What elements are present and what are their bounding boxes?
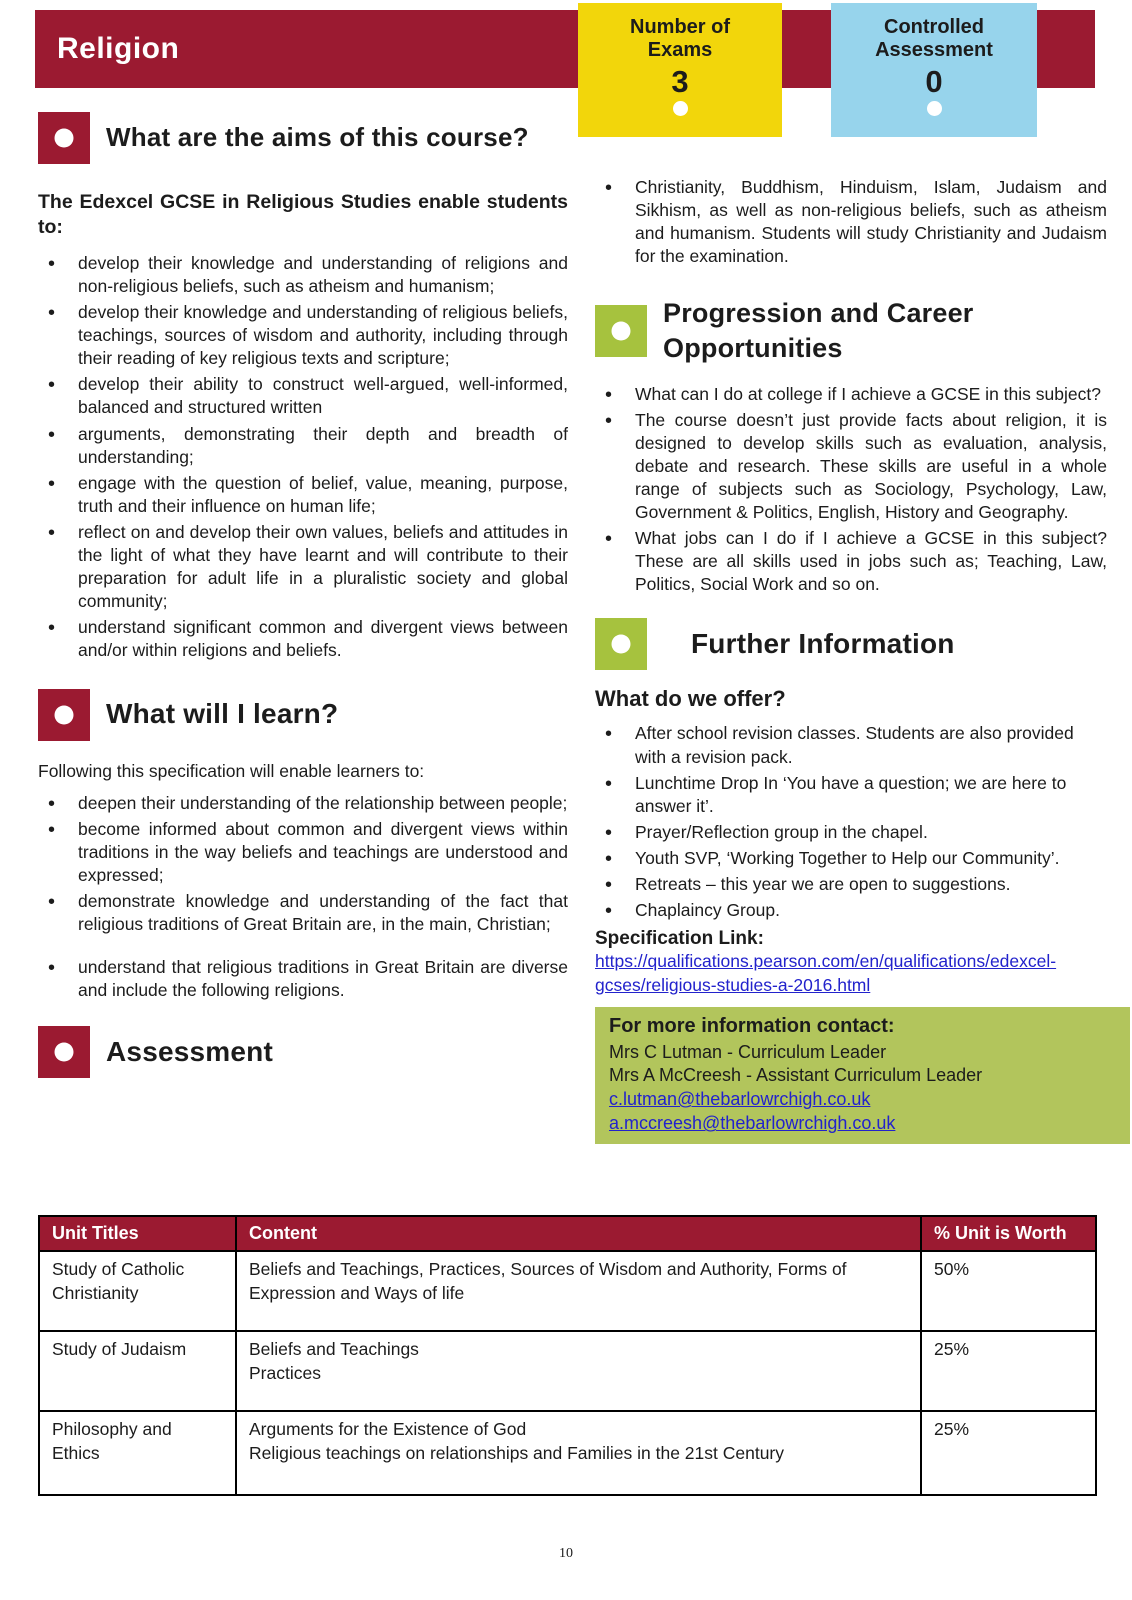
list-item: • What jobs can I do if I achieve a GCSE in this subject? These are all skills used in jobs such as; Teaching, Law, Politics, Social Work and so on. — [595, 527, 1107, 596]
learn-heading-text: What will I learn? — [106, 698, 339, 730]
table-row — [39, 1411, 1096, 1495]
aims-heading-text: What are the aims of this course? — [106, 122, 529, 153]
list-item: • Prayer/Reflection group in the chapel. — [595, 821, 1107, 844]
list-item: • understand significant common and divergent views between and/or within religions and beliefs. — [38, 616, 568, 662]
table-row — [39, 1251, 1096, 1331]
aims-section-heading — [38, 112, 568, 164]
specification-link[interactable]: https://qualifications.pearson.com/en/qualifications/edexcel-gcses/religious-studies-a-2016.html — [595, 951, 1057, 995]
list-item: • deepen their understanding of the relationship between people; — [38, 792, 568, 815]
header-content: Content — [236, 1216, 921, 1251]
cell-content — [236, 1331, 921, 1411]
cell-worth: 25% — [921, 1331, 1096, 1411]
cell-content — [236, 1411, 921, 1495]
list-item: • develop their knowledge and understanding of religions and non-religious beliefs, such as atheism and humanism; — [38, 252, 568, 298]
progression-section-heading — [595, 296, 1107, 366]
cell-unit-title: Philosophy and Ethics — [39, 1411, 236, 1495]
content-line: Arguments for the Existence of God — [249, 1419, 527, 1439]
aims-continued-list — [595, 176, 1107, 268]
controlled-assessment-box — [831, 3, 1037, 137]
progression-heading-text: Progression and Career Opportunities — [663, 298, 974, 364]
assessment-heading-text: Assessment — [106, 1036, 273, 1068]
cell-content — [236, 1251, 921, 1331]
cell-worth: 50% — [921, 1251, 1096, 1331]
bullet-square-icon — [38, 1026, 90, 1078]
learn-section-heading — [38, 689, 568, 741]
learn-bullet-list — [38, 792, 568, 1003]
content-line: Religious teachings on relationships and Families in the 21st Century — [249, 1442, 785, 1463]
cell-unit-title: Study of Catholic Christianity — [39, 1251, 236, 1331]
bullet-square-icon — [38, 112, 90, 164]
contact-heading: For more information contact: — [609, 1015, 895, 1038]
list-item: • develop their ability to construct well-argued, well-informed, balanced and structured written — [38, 373, 568, 419]
header-unit-titles: Unit Titles — [39, 1216, 236, 1251]
list-item: • Retreats – this year we are open to suggestions. — [595, 873, 1107, 896]
content-line: Beliefs and Teachings, Practices, Sources of Wisdom and Authority, Forms of Expression and Ways of life — [249, 1259, 847, 1303]
list-item: • Christianity, Buddhism, Hinduism, Islam, Judaism and Sikhism, as well as non-religious beliefs, such as atheism and humanism. Students will study Christianity and Judaism for the examination. — [595, 176, 1107, 268]
progression-bullet-list — [595, 383, 1107, 597]
list-item: • become informed about common and divergent views within traditions in the way beliefs and teachings are understood and expressed; — [38, 818, 568, 887]
table-header-row — [39, 1216, 1096, 1251]
left-column — [38, 112, 568, 1078]
further-info-heading-text: Further Information — [691, 628, 955, 660]
list-item: • The course doesn’t just provide facts about religion, it is designed to develop skills such as evaluation, analysis, debate and research. These skills are useful in a whole range of subjects such as Sociology, Psychology, Law, Government & Politics, English, History and Geography. — [595, 409, 1107, 524]
list-item: • understand that religious traditions in Great Britain are diverse and include the following religions. — [38, 956, 568, 1002]
email-link-mccreesh[interactable]: a.mccreesh@thebarlowrchigh.co.uk — [609, 1113, 896, 1134]
bullet-square-icon — [595, 618, 647, 670]
email-link-lutman[interactable]: c.lutman@thebarlowrchigh.co.uk — [609, 1089, 871, 1110]
list-item: • arguments, demonstrating their depth and breadth of understanding; — [38, 423, 568, 469]
cell-worth: 25% — [921, 1411, 1096, 1495]
learn-intro: Following this specification will enable learners to: — [38, 760, 425, 781]
number-of-exams-box — [578, 3, 782, 137]
what-do-we-offer-subheading: What do we offer? — [595, 686, 786, 712]
controlled-label: Controlled Assessment — [875, 16, 993, 61]
list-item: • engage with the question of belief, value, meaning, purpose, truth and their influence on human life; — [38, 472, 568, 518]
white-dot-icon — [927, 101, 942, 116]
assessment-section-heading — [38, 1026, 568, 1078]
offer-bullet-list — [595, 722, 1107, 922]
further-info-section-heading — [595, 618, 1107, 670]
bullet-square-icon — [595, 305, 647, 357]
aims-intro: The Edexcel GCSE in Religious Studies enable students to: — [38, 191, 568, 238]
list-item: • What can I do at college if I achieve a GCSE in this subject? — [595, 383, 1107, 406]
list-item: • Youth SVP, ‘Working Together to Help our Community’. — [595, 847, 1107, 870]
exams-label: Number of Exams — [630, 16, 730, 61]
list-item: • develop their knowledge and understanding of religious beliefs, teachings, sources of wisdom and authority, including through their reading of key religious texts and scripture; — [38, 301, 568, 370]
white-dot-icon — [673, 101, 688, 116]
content-line: Practices — [249, 1362, 321, 1383]
list-item: • Chaplaincy Group. — [595, 899, 1107, 922]
list-item: • demonstrate knowledge and understanding of the fact that religious traditions of Great Britain are, in the main, Christian; — [38, 890, 568, 936]
contact-info-box — [595, 1007, 1130, 1143]
header-unit-worth: % Unit is Worth — [921, 1216, 1096, 1251]
list-item: • reflect on and develop their own values, beliefs and attitudes in the light of what they have learnt and will contribute to their preparation for adult life in a pluralistic society and global community; — [38, 521, 568, 613]
assessment-units-table — [38, 1215, 1097, 1496]
contact-line: Mrs C Lutman - Curriculum Leader — [609, 1042, 887, 1063]
cell-unit-title: Study of Judaism — [39, 1331, 236, 1411]
exams-value: 3 — [671, 64, 689, 99]
content-line: Beliefs and Teachings — [249, 1339, 419, 1359]
list-item: • Lunchtime Drop In ‘You have a question; we are here to answer it’. — [595, 772, 1107, 818]
contact-line: Mrs A McCreesh - Assistant Curriculum Leader — [609, 1065, 983, 1086]
aims-bullet-list — [38, 252, 568, 663]
page-title: Religion — [57, 32, 180, 65]
spec-link-label: Specification Link: — [595, 928, 764, 950]
right-column — [595, 176, 1107, 1144]
list-item: • After school revision classes. Students are also provided with a revision pack. — [595, 722, 1107, 768]
table-row — [39, 1331, 1096, 1411]
page-number: 10 — [559, 1546, 573, 1561]
controlled-value: 0 — [925, 64, 943, 99]
bullet-square-icon — [38, 689, 90, 741]
